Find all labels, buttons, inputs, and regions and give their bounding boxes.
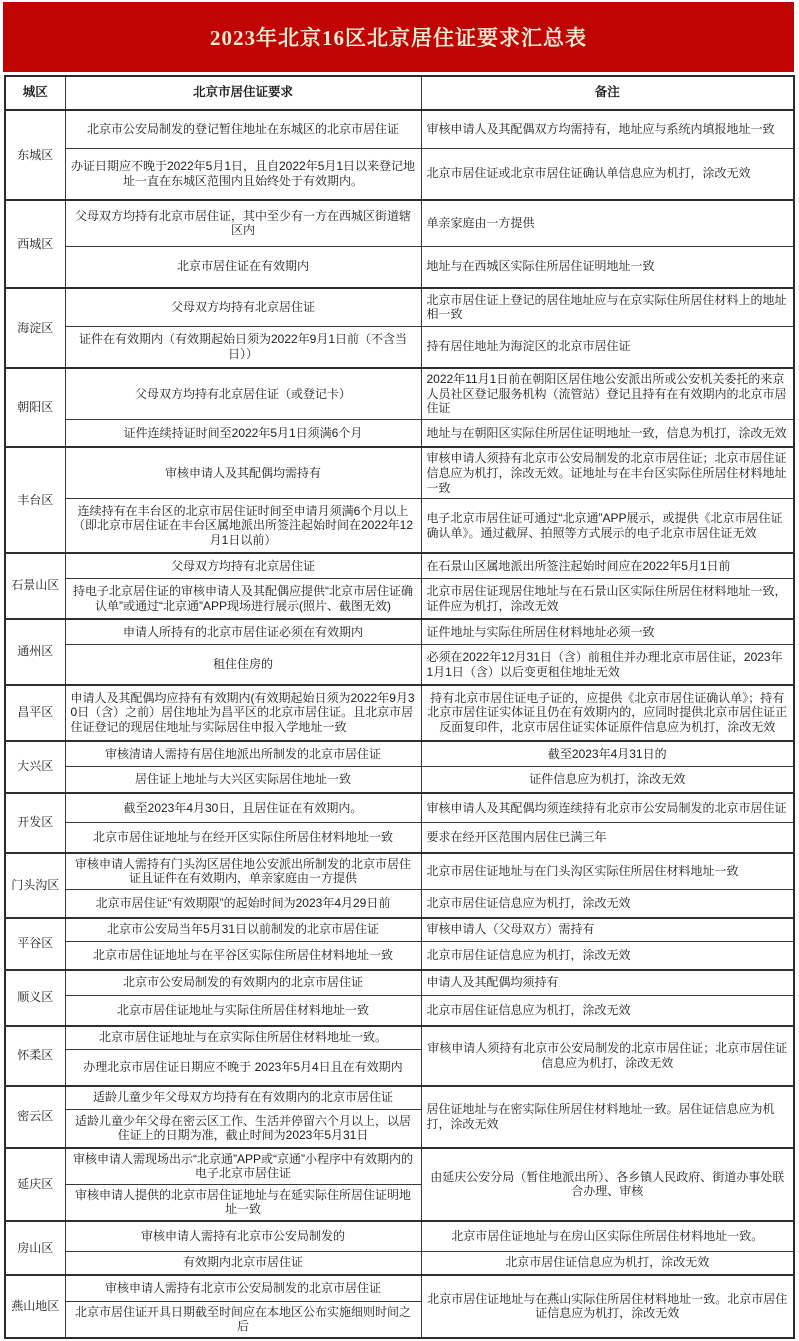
requirement-cell: 审核清请人需持有居住地派出所制发的北京市居住证	[65, 741, 421, 767]
district-name: 密云区	[5, 1086, 65, 1148]
district-name: 顺义区	[5, 970, 65, 1026]
remark-cell: 申请人及其配偶均须持有	[421, 970, 794, 996]
requirement-cell: 北京市公安局当年5月31日以前制发的北京市居住证	[65, 918, 421, 942]
district-name: 延庆区	[5, 1148, 65, 1222]
table-row	[5, 1086, 794, 1110]
requirement-cell: 租住住房的	[65, 645, 421, 685]
requirement-cell: 父母双方均持有北京市居住证，其中至少有一方在西城区街道辖区内	[65, 200, 421, 246]
district-name: 东城区	[5, 110, 65, 200]
remark-cell: 北京市居住证上登记的居住地址应与在京实际住所居住材料上的地址相一致	[421, 288, 794, 326]
table-row	[5, 1221, 794, 1251]
table-row	[5, 793, 794, 823]
district-name: 房山区	[5, 1221, 65, 1275]
requirement-cell: 北京市居住证开具日期截至时间应在本地区公布实施细则时间之后	[65, 1301, 421, 1338]
table-row	[5, 1251, 794, 1275]
requirement-cell: 审核申请人及其配偶均需持有	[65, 447, 421, 498]
requirement-cell: 审核申请人需现场出示“北京通”APP或“京通”小程序中有效期内的电子北京市居住证	[65, 1148, 421, 1185]
remark-cell: 持有居住地址为海淀区的北京市居住证	[421, 326, 794, 368]
remark-cell: 北京市居住证地址与在房山区实际住所居住材料地址一致。	[421, 1221, 794, 1251]
table-row	[5, 619, 794, 645]
col-header-remark: 备注	[421, 76, 794, 110]
table-row	[5, 148, 794, 200]
remark-cell: 北京市居住证信息应为机打，涂改无效	[421, 996, 794, 1026]
remark-cell: 北京市居住证或北京市居住证确认单信息应为机打，涂改无效	[421, 148, 794, 200]
table-row	[5, 110, 794, 148]
requirement-cell: 北京市居住证“有效期限”的起始时间为2023年4月29日前	[65, 890, 421, 918]
remark-cell: 审核申请人及其配偶均须连续持有北京市公安局制发的北京市居住证	[421, 793, 794, 823]
requirement-cell: 居住证上地址与大兴区实际居住地址一致	[65, 767, 421, 793]
table-row	[5, 685, 794, 741]
requirement-cell: 审核申请人提供的北京市居住证地址与在延实际住所居住证明地址一致	[65, 1184, 421, 1221]
remark-cell: 证件信息应为机打，涂改无效	[421, 767, 794, 793]
requirement-cell: 北京市居住证地址与在平谷区实际住所居住材料地址一致	[65, 942, 421, 970]
requirement-cell: 审核申请人需持有北京市公安局制发的北京市居住证	[65, 1275, 421, 1301]
requirement-cell: 父母双方均持有北京居住证（或登记卡）	[65, 368, 421, 419]
requirement-cell: 办证日期应不晚于2022年5月1日，且自2022年5月1日以来登记地址一直在东城区范围内且始终处于有效期内。	[65, 148, 421, 200]
district-name: 海淀区	[5, 288, 65, 368]
remark-cell: 2022年11月1日前在朝阳区居住地公安派出所或公安机关委托的来京人员社区登记服务机构（流管站）登记且持有在有效期内的北京市居住证	[421, 368, 794, 419]
remark-cell: 必须在2022年12月31日（含）前租住并办理北京市居住证，2023年1月1日（含）以后变更租住地址无效	[421, 645, 794, 685]
requirement-cell: 北京市公安局制发的有效期内的北京市居住证	[65, 970, 421, 996]
table-row	[5, 767, 794, 793]
table-row	[5, 200, 794, 246]
table-row	[5, 645, 794, 685]
remark-cell: 北京市居住证地址与在燕山实际住所居住材料地址一致。北京市居住证信息应为机打，涂改无效	[421, 1275, 794, 1338]
table-row	[5, 447, 794, 498]
table-row	[5, 499, 794, 553]
table-row	[5, 288, 794, 326]
title-banner	[3, 2, 794, 72]
table-row	[5, 942, 794, 970]
remark-cell: 证件地址与实际住所居住材料地址必须一致	[421, 619, 794, 645]
district-name: 大兴区	[5, 741, 65, 793]
requirement-cell: 北京市居住证在有效期内	[65, 246, 421, 288]
district-name: 平谷区	[5, 918, 65, 970]
remark-cell: 北京市居住证地址与在门头沟区实际住所居住材料地址一致	[421, 853, 794, 890]
remark-cell: 北京市居住证信息应为机打，涂改无效	[421, 942, 794, 970]
remark-cell: 截至2023年4月31日的	[421, 741, 794, 767]
district-name: 燕山地区	[5, 1275, 65, 1338]
table-row	[5, 741, 794, 767]
district-name: 石景山区	[5, 553, 65, 619]
requirement-cell: 北京市居住证地址与实际住所居住材料地址一致	[65, 996, 421, 1026]
requirement-cell: 适龄儿童少年父母在密云区工作、生活并停留六个月以上，以居住证上的日期为准，截止时间为2023年5月31日	[65, 1110, 421, 1148]
table-row	[5, 1148, 794, 1185]
requirement-cell: 申请人所持有的北京市居住证必须在有效期内	[65, 619, 421, 645]
table-row	[5, 853, 794, 890]
remark-cell: 地址与在西城区实际住所居住证明地址一致	[421, 246, 794, 288]
requirement-cell: 办理北京市居住证日期应不晚于 2023年5月4日且在有效期内	[65, 1050, 421, 1086]
remark-cell: 审核申请人（父母双方）需持有	[421, 918, 794, 942]
remark-cell: 审核申请人须持有北京市公安局制发的北京市居住证；北京市居住证信息应为机打，涂改无效。证地址与在丰台区实际住所居住材料地址一致	[421, 447, 794, 498]
remark-cell: 北京市居住证信息应为机打，涂改无效	[421, 1251, 794, 1275]
remark-cell: 电子北京市居住证可通过“北京通”APP展示，或提供《北京市居住证确认单》。通过截屏、拍照等方式展示的电子北京市居住证无效	[421, 499, 794, 553]
table-row	[5, 553, 794, 579]
requirement-cell: 适龄儿童少年父母双方均持有在有效期内的北京市居住证	[65, 1086, 421, 1110]
requirement-cell: 父母双方均持有北京居住证	[65, 288, 421, 326]
requirement-cell: 审核申请人需持有门头沟区居住地公安派出所制发的北京市居住证且证件在有效期内，单亲家庭由一方提供	[65, 853, 421, 890]
district-name: 怀柔区	[5, 1026, 65, 1086]
remark-cell: 地址与在朝阳区实际住所居住证明地址一致，信息为机打，涂改无效	[421, 419, 794, 447]
requirement-cell: 审核申请人需持有北京市公安局制发的	[65, 1221, 421, 1251]
table-row	[5, 918, 794, 942]
requirement-cell: 证件连续持证时间至2022年5月1日须满6个月	[65, 419, 421, 447]
district-name: 开发区	[5, 793, 65, 853]
remark-cell: 由延庆公安分局（暂住地派出所）、各乡镇人民政府、街道办事处联合办理、审核	[421, 1148, 794, 1222]
col-header-requirement: 北京市居住证要求	[65, 76, 421, 110]
requirement-cell: 证件在有效期内（有效期起始日须为2022年9月1日前（不含当日））	[65, 326, 421, 368]
table-row	[5, 419, 794, 447]
remark-cell: 审核申请人须持有北京市公安局制发的北京市居住证；北京市居住证信息应为机打，涂改无效	[421, 1026, 794, 1086]
requirement-cell: 北京市居住证地址与在京实际住所居住材料地址一致。	[65, 1026, 421, 1050]
requirement-cell: 截至2023年4月30日，且居住证在有效期内。	[65, 793, 421, 823]
remark-cell: 审核申请人及其配偶双方均需持有，地址应与系统内填报地址一致	[421, 110, 794, 148]
summary-table	[4, 75, 795, 1339]
district-name: 西城区	[5, 200, 65, 288]
requirement-cell: 北京市居住证地址与在经开区实际住所居住材料地址一致	[65, 823, 421, 853]
requirement-cell: 持电子北京居住证的审核申请人及其配偶应提供“北京市居住证确认单”或通过“北京通”APP现场进行展示(照片、截图无效)	[65, 579, 421, 619]
district-name: 朝阳区	[5, 368, 65, 447]
district-name: 丰台区	[5, 447, 65, 552]
remark-cell: 要求在经开区范围内居住已满三年	[421, 823, 794, 853]
col-header-district: 城区	[5, 76, 65, 110]
requirement-cell: 有效期内北京市居住证	[65, 1251, 421, 1275]
remark-cell: 居住证地址与在密实际住所居住材料地址一致。居住证信息应为机打，涂改无效	[421, 1086, 794, 1148]
requirement-cell: 申请人及其配偶均应持有有效期内(有效期起始日须为2022年9月30日（含）之前）居住地址为昌平区的北京市居住证。且北京市居住证登记的现居住地址与实际居住申报入学地址一致	[65, 685, 421, 741]
remark-cell: 单亲家庭由一方提供	[421, 200, 794, 246]
table-row	[5, 823, 794, 853]
district-name: 通州区	[5, 619, 65, 685]
table-row	[5, 1026, 794, 1050]
table-row	[5, 890, 794, 918]
table-row	[5, 1275, 794, 1301]
table-row	[5, 579, 794, 619]
table-row	[5, 970, 794, 996]
requirement-cell: 北京市公安局制发的登记暂住地址在东城区的北京市居住证	[65, 110, 421, 148]
requirement-cell: 父母双方均持有北京居住证	[65, 553, 421, 579]
table-row	[5, 246, 794, 288]
requirement-cell: 连续持有在丰台区的北京市居住证时间至申请月须满6个月以上（即北京市居住证在丰台区属地派出所签注起始时间在2022年12月1日以前）	[65, 499, 421, 553]
remark-cell: 北京市居住证现居住地址与在石景山区实际住所居住材料地址一致，证件应为机打，涂改无效	[421, 579, 794, 619]
page-title: 2023年北京16区北京居住证要求汇总表	[210, 26, 587, 50]
table-row	[5, 996, 794, 1026]
district-name: 门头沟区	[5, 853, 65, 918]
district-name: 昌平区	[5, 685, 65, 741]
remark-cell: 北京市居住证信息应为机打，涂改无效	[421, 890, 794, 918]
remark-cell: 在石景山区属地派出所签注起始时间应在2022年5月1日前	[421, 553, 794, 579]
table-row	[5, 326, 794, 368]
table-row	[5, 368, 794, 419]
remark-cell: 持有北京市居住证电子证的，应提供《北京市居住证确认单》；持有北京市居住证实体证且仍在有效期内的，应同时提供北京市居住证正反面复印件，北京市居住证实体证原件信息应为机打，涂改无效	[421, 685, 794, 741]
header-row	[5, 76, 794, 110]
